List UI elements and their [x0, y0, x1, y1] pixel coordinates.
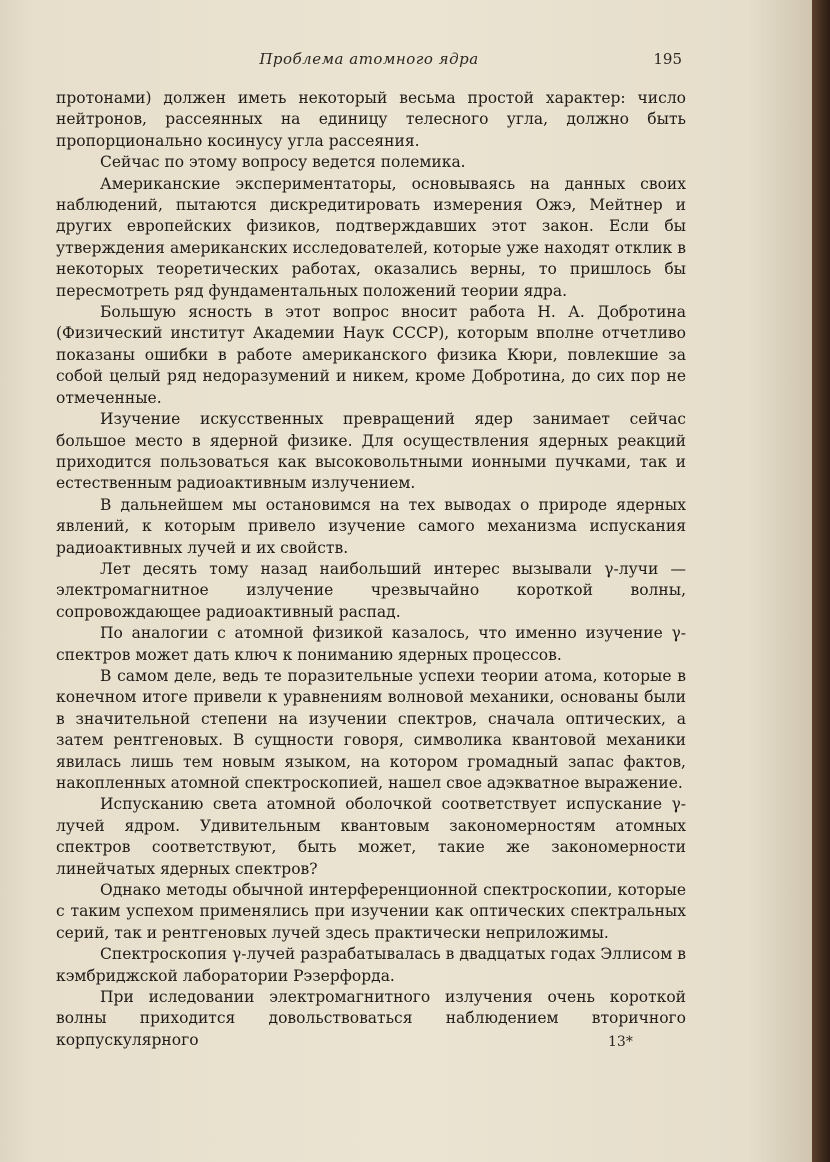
body-text [56, 88, 686, 1051]
book-spine [812, 0, 830, 1162]
paragraph: Испусканию света атомной оболочкой соответствует испускание γ-лучей ядром. Удивительным квантовым закономерностям атомных спектров соответствуют, быть может, такие же закономерности линейчатых ядерных спектров? [56, 795, 686, 878]
paragraph: По аналогии с атомной физикой казалось, что именно изучение γ-спектров может дать ключ к пониманию ядерных процессов. [56, 624, 686, 664]
paragraph: В самом деле, ведь те поразительные успехи теории атома, которые в конечном итоге привели к уравнениям волновой механики, основаны были в значительной степени на изучении спектров, сначала оптических, а затем рентгеновых. В сущности говоря, символика квантовой механики явилась лишь тем новым языком, на котором громадный запас фактов, накопленных атомной спектроскопией, нашел свое адэкватное выражение. [56, 666, 686, 792]
paragraph: Лет десять тому назад наибольший интерес вызывали γ-лучи — электромагнитное излучение чрезвычайно короткой волны, сопровождающее радиоактивный распад. [56, 559, 686, 621]
page-header [56, 50, 682, 76]
paragraph: Сейчас по этому вопросу ведется полемика. [100, 153, 466, 172]
paragraph: Американские экспериментаторы, основываясь на данных своих наблюдений, пытаются дискредитировать измерения Ожэ, Мейтнер и других европейских физиков, подтверждавших этот закон. Если бы утверждения американских исследователей, которые уже находят отклик в некоторых теоретических работах, оказались верны, то пришлось бы пересмотреть ряд фундаментальных положений теории ядра. [56, 174, 686, 300]
paragraph: Изучение искусственных превращений ядер занимает сейчас большое место в ядерной физике. Для осуществления ядерных реакций приходится пользоваться как высоковольтными ионными пучками, так и естественным радиоактивным излучением. [56, 410, 686, 493]
paragraph: Большую ясность в этот вопрос вносит работа Н. А. Добротина (Физический институт Академии Наук СССР), которым вполне отчетливо показаны ошибки в работе американского физика Кюри, повлекшие за собой целый ряд недоразумений и никем, кроме Добротина, до сих пор не отмеченные. [56, 303, 686, 407]
paragraph: В дальнейшем мы остановимся на тех выводах о природе ядерных явлений, к которым привело изучение самого механизма испускания радиоактивных лучей и их свойств. [56, 495, 686, 557]
page-number: 195 [653, 50, 682, 68]
signature-mark: 13* [608, 1034, 633, 1050]
paragraph: Однако методы обычной интерференционной спектроскопии, которые с таким успехом применялись при изучении как оптических спектральных серий, так и рентгеновых лучей здесь практически неприложимы. [56, 881, 686, 942]
paragraph: Спектроскопия γ-лучей разрабатывалась в двадцатых годах Эллисом в кэмбриджской лаборатории Рэзерфорда. [56, 945, 686, 985]
running-title: Проблема атомного ядра [259, 50, 479, 68]
paragraph: При иследовании электромагнитного излучения очень короткой волны приходится довольствоваться наблюдением вторичного корпускулярного [56, 988, 686, 1049]
paragraph: протонами) должен иметь некоторый весьма простой характер: число нейтронов, рассеянных на единицу телесного угла, должно быть пропорционально косинусу угла рассеяния. [56, 89, 686, 150]
